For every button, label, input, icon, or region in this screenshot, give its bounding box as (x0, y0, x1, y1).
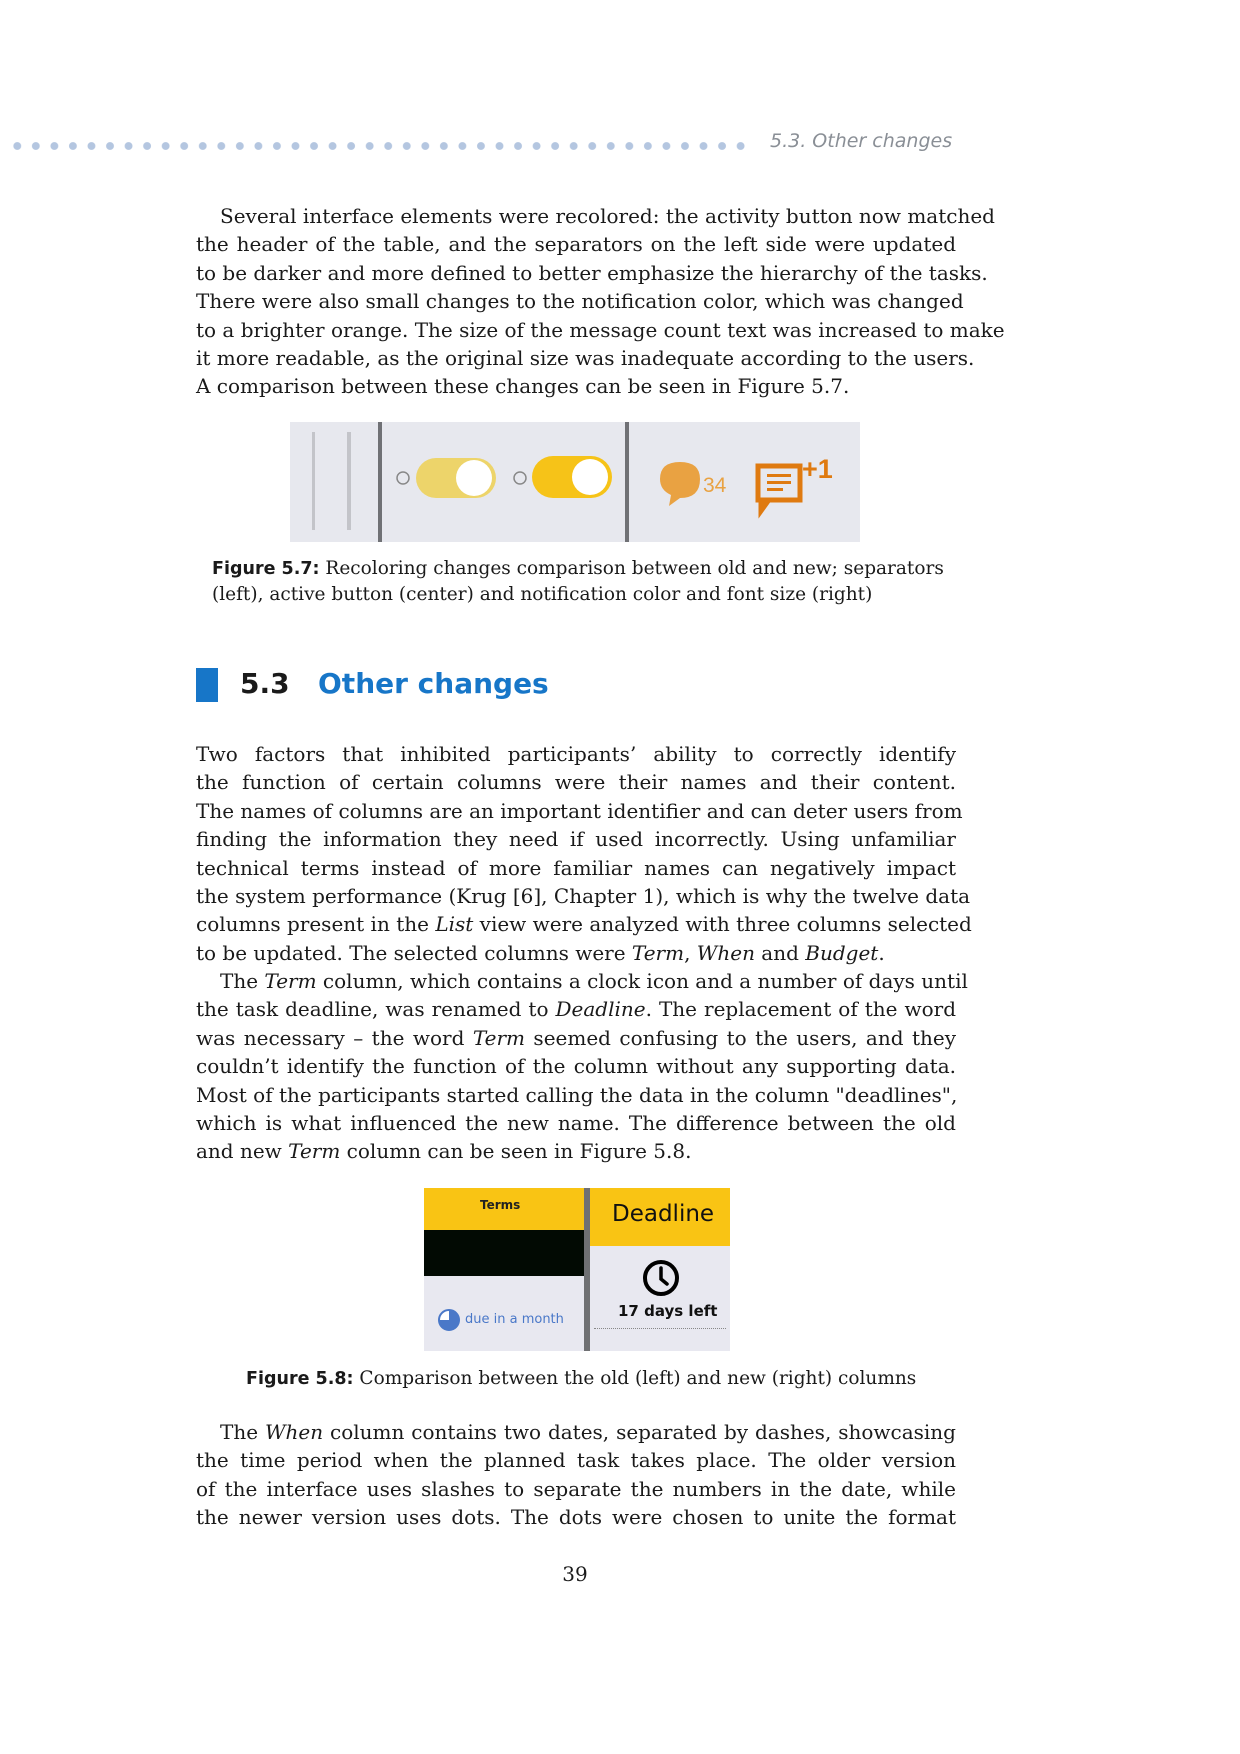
figure-5-8-columns (424, 1188, 730, 1351)
caption-text: (left), active button (center) and notification color and font size (right) (212, 584, 873, 605)
text-line: to be darker and more defined to better emphasize the hierarchy of the tasks. (196, 260, 988, 285)
text-line: technical terms instead of more familiar names can negatively impact (196, 855, 956, 880)
old-black-band (424, 1230, 584, 1276)
old-value-text: due in a month (465, 1312, 564, 1327)
header-dot-rule (8, 138, 753, 154)
text-line: the header of the table, and the separators on the left side were updated (196, 232, 956, 257)
caption-label: Figure 5.8: (246, 1369, 354, 1389)
text-line: which is what influenced the new name. The difference between the old (196, 1111, 956, 1136)
text-line: to be updated. The selected columns were Term, When and Budget. (196, 940, 885, 965)
text-line: and new Term column can be seen in Figure 5.8. (196, 1139, 692, 1164)
text-line: the newer version uses dots. The dots were chosen to unite the format (196, 1505, 956, 1530)
figure-5-7-graphic (290, 422, 860, 542)
old-chat-bubble-icon (660, 462, 700, 506)
figure-5-8-caption (246, 1366, 916, 1392)
text-line: couldn’t identify the function of the column without any supporting data. (196, 1054, 956, 1079)
text-line: finding the information they need if used incorrectly. Using unfamiliar (196, 827, 956, 852)
section-number: 5.3 (240, 667, 290, 700)
figure-5-7-recoloring (290, 422, 860, 542)
section-marker (196, 668, 218, 702)
text-line: The Term column, which contains a clock icon and a number of days until (220, 969, 968, 993)
text-line: the function of certain columns were their names and their content. (196, 770, 956, 795)
old-column (424, 1188, 584, 1351)
text-line: to a brighter orange. The size of the message count text was increased to make (196, 317, 1005, 342)
section-title: Other changes (318, 667, 549, 700)
new-column-header (590, 1188, 730, 1246)
text-line: The When column contains two dates, separated by dashes, showcasing (220, 1420, 956, 1444)
text-line: the system performance (Krug [6], Chapter 1), which is why the twelve data (196, 884, 971, 909)
text-line: the task deadline, was renamed to Deadline. The replacement of the word (196, 997, 956, 1022)
old-header-label: Terms (480, 1198, 521, 1212)
text-line: There were also small changes to the notification color, which was changed (196, 289, 964, 314)
figure-5-7-caption (212, 556, 944, 607)
page-number: 39 (562, 1562, 588, 1586)
caption-text: Recoloring changes comparison between old and new; separators (325, 558, 944, 579)
text-line: Two factors that inhibited participants’ ability to correctly identify (196, 742, 956, 766)
new-header-label: Deadline (612, 1201, 715, 1227)
text-line: the time period when the planned task takes place. The older version (196, 1448, 956, 1473)
new-plus-one-badge: +1 (802, 454, 833, 484)
old-toggle-knob (456, 460, 492, 496)
old-message-count: 34 (703, 474, 727, 497)
text-line: columns present in the List view were analyzed with three columns selected (196, 912, 972, 937)
running-head: 5.3. Other changes (770, 130, 953, 152)
old-separator-2 (347, 432, 351, 530)
text-line: Several interface elements were recolored: the activity button now matched (220, 204, 995, 228)
dotted-underline (594, 1328, 726, 1329)
old-toggle-radio-icon (397, 472, 409, 484)
text-line: A comparison between these changes can be seen in Figure 5.7. (196, 374, 850, 399)
paragraph-term-column (196, 967, 968, 1166)
old-clock-pie-icon (437, 1308, 461, 1332)
text-line: was necessary – the word Term seemed confusing to the users, and they (196, 1025, 957, 1050)
clock-icon (641, 1258, 681, 1298)
caption-text: Comparison between the old (left) and new (right) columns (359, 1368, 917, 1389)
text-line: of the interface uses slashes to separate the numbers in the date, while (196, 1476, 956, 1501)
caption-label: Figure 5.7: (212, 559, 320, 579)
new-value-text: 17 days left (618, 1302, 718, 1320)
paragraph-recoloring (196, 202, 1005, 401)
new-toggle-knob (572, 459, 608, 495)
new-toggle-radio-icon (514, 472, 526, 484)
paragraph-when-column (196, 1418, 956, 1532)
text-line: it more readable, as the original size was inadequate according to the users. (196, 346, 975, 371)
new-column (590, 1188, 730, 1351)
text-line: Most of the participants started calling the data in the column "deadlines", (196, 1082, 958, 1107)
old-separator-1 (312, 432, 315, 530)
new-separator (378, 422, 382, 542)
old-column-header (424, 1188, 584, 1230)
new-separator-right (625, 422, 629, 542)
paragraph-column-names (196, 740, 972, 967)
text-line: The names of columns are an important identifier and can deter users from (196, 798, 963, 823)
